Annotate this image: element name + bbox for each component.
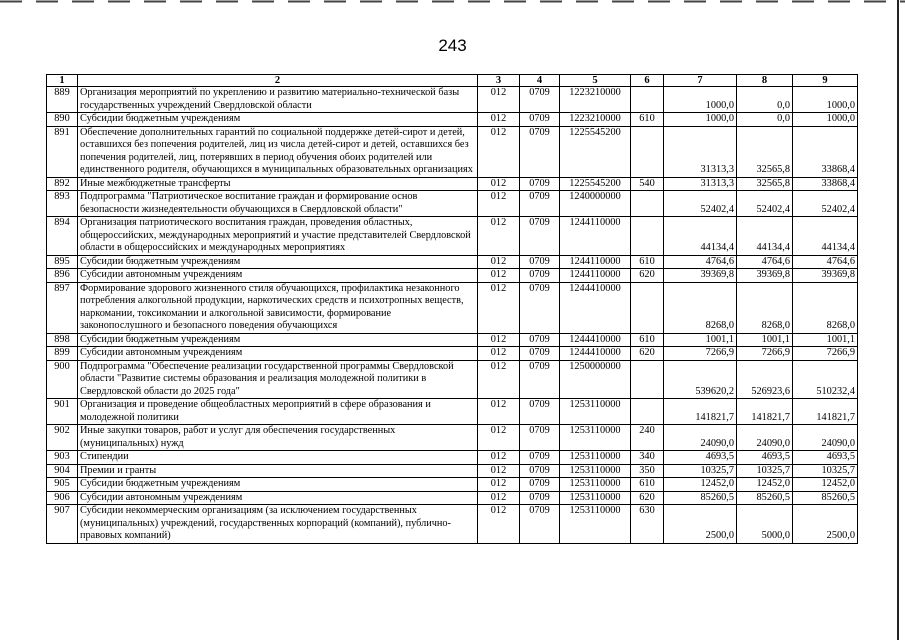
amount-col7-cell: 85260,5: [664, 491, 737, 505]
amount-col7-cell: 7266,9: [664, 347, 737, 361]
amount-col9-cell: 4693,5: [793, 451, 858, 465]
expense-name-cell: Обеспечение дополнительных гарантий по социальной поддержке детей-сирот и детей, оставшихся без попечения родителей, лиц из числа детей-сирот и детей, оставшихся без попечения родителей, лиц, потерявших в период обучения обоих родителей или единственного родителя, обучающихся в муниципальных образовательных организациях: [78, 126, 478, 177]
amount-col8-cell: 52402,4: [737, 191, 793, 217]
amount-col8-cell: 10325,7: [737, 464, 793, 478]
code-3-cell: 012: [478, 333, 520, 347]
expense-type-cell: 240: [631, 425, 664, 451]
table-row: [47, 347, 858, 361]
amount-col8-cell: 85260,5: [737, 491, 793, 505]
amount-col7-cell: 141821,7: [664, 399, 737, 425]
amount-col7-cell: 8268,0: [664, 282, 737, 333]
table-row: [47, 217, 858, 256]
table-row: [47, 113, 858, 127]
row-number-cell: 899: [47, 347, 78, 361]
expense-type-cell: 610: [631, 255, 664, 269]
amount-col8-cell: 0,0: [737, 87, 793, 113]
amount-col7-cell: 4764,6: [664, 255, 737, 269]
amount-col7-cell: 2500,0: [664, 505, 737, 544]
amount-col7-cell: 31313,3: [664, 126, 737, 177]
amount-col9-cell: 44134,4: [793, 217, 858, 256]
expense-type-cell: 610: [631, 113, 664, 127]
target-article-cell: 1225545200: [560, 126, 631, 177]
code-3-cell: 012: [478, 191, 520, 217]
expense-type-cell: 620: [631, 347, 664, 361]
amount-col9-cell: 4764,6: [793, 255, 858, 269]
amount-col8-cell: 32565,8: [737, 126, 793, 177]
code-3-cell: 012: [478, 255, 520, 269]
table-row: [47, 87, 858, 113]
section-code-cell: 0709: [520, 269, 560, 283]
amount-col7-cell: 539620,2: [664, 360, 737, 399]
budget-table: [46, 74, 858, 544]
row-number-cell: 890: [47, 113, 78, 127]
amount-col8-cell: 12452,0: [737, 478, 793, 492]
amount-col8-cell: 1001,1: [737, 333, 793, 347]
target-article-cell: 1253110000: [560, 464, 631, 478]
amount-col7-cell: 31313,3: [664, 177, 737, 191]
code-3-cell: 012: [478, 113, 520, 127]
table-row: [47, 255, 858, 269]
column-header: 5: [560, 75, 631, 87]
target-article-cell: 1244110000: [560, 255, 631, 269]
amount-col8-cell: 39369,8: [737, 269, 793, 283]
code-3-cell: 012: [478, 87, 520, 113]
amount-col7-cell: 44134,4: [664, 217, 737, 256]
section-code-cell: 0709: [520, 464, 560, 478]
code-3-cell: 012: [478, 464, 520, 478]
section-code-cell: 0709: [520, 333, 560, 347]
table-row: [47, 269, 858, 283]
table-row: [47, 126, 858, 177]
expense-type-cell: [631, 399, 664, 425]
row-number-cell: 896: [47, 269, 78, 283]
section-code-cell: 0709: [520, 177, 560, 191]
amount-col7-cell: 10325,7: [664, 464, 737, 478]
table-row: [47, 425, 858, 451]
amount-col8-cell: 44134,4: [737, 217, 793, 256]
row-number-cell: 895: [47, 255, 78, 269]
expense-name-cell: Субсидии бюджетным учреждениям: [78, 113, 478, 127]
row-number-cell: 891: [47, 126, 78, 177]
expense-type-cell: [631, 191, 664, 217]
expense-type-cell: 620: [631, 269, 664, 283]
expense-type-cell: 340: [631, 451, 664, 465]
column-header: 8: [737, 75, 793, 87]
target-article-cell: 1253110000: [560, 478, 631, 492]
target-article-cell: 1223210000: [560, 113, 631, 127]
amount-col8-cell: 526923,6: [737, 360, 793, 399]
target-article-cell: 1253110000: [560, 451, 631, 465]
section-code-cell: 0709: [520, 451, 560, 465]
table-row: [47, 333, 858, 347]
expense-name-cell: Субсидии автономным учреждениям: [78, 347, 478, 361]
expense-name-cell: Субсидии автономным учреждениям: [78, 491, 478, 505]
amount-col7-cell: 1001,1: [664, 333, 737, 347]
code-3-cell: 012: [478, 217, 520, 256]
amount-col8-cell: 4764,6: [737, 255, 793, 269]
row-number-cell: 904: [47, 464, 78, 478]
section-code-cell: 0709: [520, 255, 560, 269]
scan-top-border: [0, 0, 905, 4]
column-header: 3: [478, 75, 520, 87]
row-number-cell: 902: [47, 425, 78, 451]
target-article-cell: 1244410000: [560, 282, 631, 333]
section-code-cell: 0709: [520, 425, 560, 451]
section-code-cell: 0709: [520, 113, 560, 127]
expense-name-cell: Премии и гранты: [78, 464, 478, 478]
table-row: [47, 191, 858, 217]
section-code-cell: 0709: [520, 87, 560, 113]
amount-col9-cell: 85260,5: [793, 491, 858, 505]
amount-col9-cell: 33868,4: [793, 126, 858, 177]
amount-col9-cell: 52402,4: [793, 191, 858, 217]
amount-col8-cell: 24090,0: [737, 425, 793, 451]
table-row: [47, 399, 858, 425]
code-3-cell: 012: [478, 177, 520, 191]
target-article-cell: 1253110000: [560, 425, 631, 451]
expense-type-cell: [631, 126, 664, 177]
expense-name-cell: Организация мероприятий по укреплению и развитию материально-технической базы государственных учреждений Свердловской области: [78, 87, 478, 113]
row-number-cell: 894: [47, 217, 78, 256]
target-article-cell: 1253110000: [560, 505, 631, 544]
expense-type-cell: 610: [631, 478, 664, 492]
amount-col7-cell: 39369,8: [664, 269, 737, 283]
code-3-cell: 012: [478, 505, 520, 544]
row-number-cell: 900: [47, 360, 78, 399]
column-header: 2: [78, 75, 478, 87]
section-code-cell: 0709: [520, 505, 560, 544]
amount-col7-cell: 4693,5: [664, 451, 737, 465]
amount-col7-cell: 52402,4: [664, 191, 737, 217]
row-number-cell: 901: [47, 399, 78, 425]
section-code-cell: 0709: [520, 478, 560, 492]
amount-col9-cell: 7266,9: [793, 347, 858, 361]
amount-col9-cell: 1000,0: [793, 87, 858, 113]
expense-name-cell: Организация и проведение общеобластных мероприятий в сфере образования и молодежной политики: [78, 399, 478, 425]
row-number-cell: 893: [47, 191, 78, 217]
row-number-cell: 892: [47, 177, 78, 191]
expense-type-cell: [631, 87, 664, 113]
expense-name-cell: Формирование здорового жизненного стиля обучающихся, профилактика незаконного потребления алкогольной продукции, наркотических средств и психотропных веществ, наркомании, токсикомании и алкогольной зависимости, формирование законопослушного и безопасного поведения обучающихся: [78, 282, 478, 333]
expense-type-cell: 540: [631, 177, 664, 191]
page-number: 243: [438, 36, 467, 55]
table-row: [47, 451, 858, 465]
amount-col9-cell: 141821,7: [793, 399, 858, 425]
column-header: 6: [631, 75, 664, 87]
table-row: [47, 491, 858, 505]
amount-col8-cell: 5000,0: [737, 505, 793, 544]
table-row: [47, 505, 858, 544]
code-3-cell: 012: [478, 491, 520, 505]
code-3-cell: 012: [478, 269, 520, 283]
row-number-cell: 897: [47, 282, 78, 333]
amount-col9-cell: 510232,4: [793, 360, 858, 399]
expense-type-cell: 350: [631, 464, 664, 478]
amount-col8-cell: 4693,5: [737, 451, 793, 465]
expense-type-cell: 620: [631, 491, 664, 505]
table-row: [47, 464, 858, 478]
amount-col8-cell: 0,0: [737, 113, 793, 127]
target-article-cell: 1223210000: [560, 87, 631, 113]
code-3-cell: 012: [478, 360, 520, 399]
amount-col8-cell: 7266,9: [737, 347, 793, 361]
row-number-cell: 905: [47, 478, 78, 492]
table-row: [47, 177, 858, 191]
table-body: [47, 87, 858, 544]
target-article-cell: 1240000000: [560, 191, 631, 217]
section-code-cell: 0709: [520, 217, 560, 256]
target-article-cell: 1244110000: [560, 217, 631, 256]
amount-col9-cell: 33868,4: [793, 177, 858, 191]
expense-name-cell: Стипендии: [78, 451, 478, 465]
section-code-cell: 0709: [520, 399, 560, 425]
expense-type-cell: 630: [631, 505, 664, 544]
column-header: 7: [664, 75, 737, 87]
expense-name-cell: Субсидии некоммерческим организациям (за исключением государственных (муниципальных) учреждений, государственных корпораций (компаний), публично-правовых компаний): [78, 505, 478, 544]
row-number-cell: 889: [47, 87, 78, 113]
amount-col9-cell: 10325,7: [793, 464, 858, 478]
expense-name-cell: Подпрограмма "Обеспечение реализации государственной программы Свердловской области "Развитие системы образования и реализация молодежной политики в Свердловской области до 2025 года": [78, 360, 478, 399]
row-number-cell: 903: [47, 451, 78, 465]
target-article-cell: 1253110000: [560, 399, 631, 425]
amount-col9-cell: 1000,0: [793, 113, 858, 127]
code-3-cell: 012: [478, 347, 520, 361]
code-3-cell: 012: [478, 451, 520, 465]
expense-name-cell: Субсидии бюджетным учреждениям: [78, 478, 478, 492]
expense-type-cell: [631, 282, 664, 333]
row-number-cell: 898: [47, 333, 78, 347]
expense-name-cell: Подпрограмма "Патриотическое воспитание граждан и формирование основ безопасности жизнедеятельности обучающихся в Свердловской области": [78, 191, 478, 217]
column-header: 1: [47, 75, 78, 87]
expense-type-cell: 610: [631, 333, 664, 347]
amount-col9-cell: 1001,1: [793, 333, 858, 347]
section-code-cell: 0709: [520, 191, 560, 217]
header-row: [47, 75, 858, 87]
target-article-cell: 1244410000: [560, 347, 631, 361]
amount-col7-cell: 1000,0: [664, 87, 737, 113]
column-header: 4: [520, 75, 560, 87]
section-code-cell: 0709: [520, 282, 560, 333]
amount-col7-cell: 24090,0: [664, 425, 737, 451]
amount-col9-cell: 2500,0: [793, 505, 858, 544]
row-number-cell: 906: [47, 491, 78, 505]
code-3-cell: 012: [478, 399, 520, 425]
expense-name-cell: Субсидии автономным учреждениям: [78, 269, 478, 283]
table-row: [47, 478, 858, 492]
target-article-cell: 1244410000: [560, 333, 631, 347]
section-code-cell: 0709: [520, 347, 560, 361]
target-article-cell: 1253110000: [560, 491, 631, 505]
amount-col7-cell: 1000,0: [664, 113, 737, 127]
target-article-cell: 1225545200: [560, 177, 631, 191]
code-3-cell: 012: [478, 126, 520, 177]
table-row: [47, 282, 858, 333]
expense-name-cell: Иные межбюджетные трансферты: [78, 177, 478, 191]
amount-col7-cell: 12452,0: [664, 478, 737, 492]
amount-col8-cell: 32565,8: [737, 177, 793, 191]
code-3-cell: 012: [478, 282, 520, 333]
expense-name-cell: Организация патриотического воспитания граждан, проведения областных, общероссийских, международных мероприятий и участие представителей Свердловской области в общероссийских и международных мероприятиях: [78, 217, 478, 256]
amount-col8-cell: 8268,0: [737, 282, 793, 333]
amount-col9-cell: 8268,0: [793, 282, 858, 333]
row-number-cell: 907: [47, 505, 78, 544]
expense-name-cell: Иные закупки товаров, работ и услуг для обеспечения государственных (муниципальных) нужд: [78, 425, 478, 451]
expense-type-cell: [631, 360, 664, 399]
expense-type-cell: [631, 217, 664, 256]
section-code-cell: 0709: [520, 360, 560, 399]
target-article-cell: 1250000000: [560, 360, 631, 399]
amount-col8-cell: 141821,7: [737, 399, 793, 425]
code-3-cell: 012: [478, 478, 520, 492]
target-article-cell: 1244110000: [560, 269, 631, 283]
amount-col9-cell: 39369,8: [793, 269, 858, 283]
expense-name-cell: Субсидии бюджетным учреждениям: [78, 333, 478, 347]
amount-col9-cell: 24090,0: [793, 425, 858, 451]
expense-name-cell: Субсидии бюджетным учреждениям: [78, 255, 478, 269]
section-code-cell: 0709: [520, 126, 560, 177]
scan-right-edge: [897, 0, 899, 640]
amount-col9-cell: 12452,0: [793, 478, 858, 492]
table-row: [47, 360, 858, 399]
section-code-cell: 0709: [520, 491, 560, 505]
code-3-cell: 012: [478, 425, 520, 451]
column-header: 9: [793, 75, 858, 87]
